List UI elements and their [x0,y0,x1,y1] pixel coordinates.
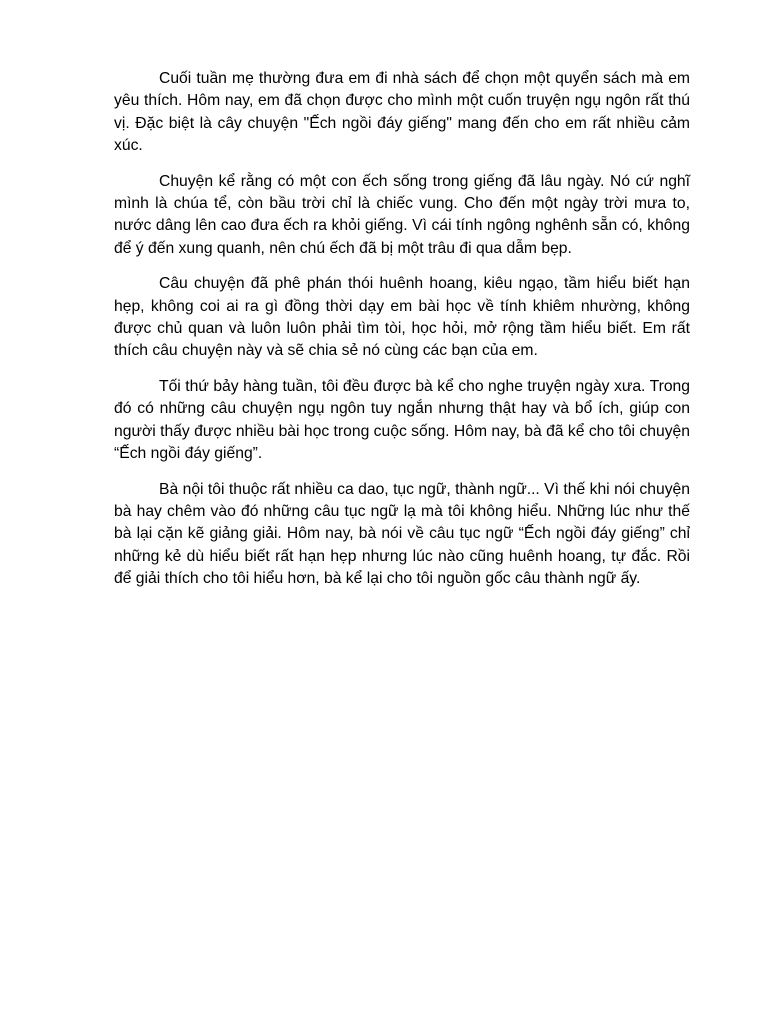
paragraph-1: Cuối tuần mẹ thường đưa em đi nhà sách để chọn một quyển sách mà em yêu thích. Hôm nay, em đã chọn được cho mình một cuốn truyện ngụ ngôn rất thú vị. Đặc biệt là cây chuyện "Ếch ngồi đáy giếng" mang đến cho em rất nhiều cảm xúc. [114,70,690,155]
paragraph-5: Bà nội tôi thuộc rất nhiều ca dao, tục ngữ, thành ngữ... Vì thế khi nói chuyện bà hay chêm vào đó những câu tục ngữ lạ mà tôi không hiểu. Những lúc như thế bà lại cặn kẽ giảng giải. Hôm nay, bà nói về câu tục ngữ “Ếch ngồi đáy giếng” chỉ những kẻ dù hiểu biết rất hạn hẹp nhưng lúc nào cũng huênh hoang, tự đắc. Rồi để giải thích cho tôi hiểu hơn, bà kể lại cho tôi nguồn gốc câu thành ngữ ấy. [114,480,690,588]
paragraph-4: Tối thứ bảy hàng tuần, tôi đều được bà kể cho nghe truyện ngày xưa. Trong đó có những câu chuyện ngụ ngôn tuy ngắn nhưng thật hay và bổ ích, giúp con người thấy được nhiều bài học trong cuộc sống. Hôm nay, bà đã kể cho tôi chuyện “Ếch ngồi đáy giếng”. [114,377,690,463]
document-body [114,68,690,604]
paragraph-2: Chuyện kể rằng có một con ếch sống trong giếng đã lâu ngày. Nó cứ nghĩ mình là chúa tể, còn bầu trời chỉ là chiếc vung. Cho đến một ngày trời mưa to, nước dâng lên cao đưa ếch ra khỏi giếng. Vì cái tính ngông nghênh sẵn có, không để ý đến xung quanh, nên chú ếch đã bị một trâu đi qua dẫm bẹp. [114,172,690,257]
paragraph-3: Câu chuyện đã phê phán thói huênh hoang, kiêu ngạo, tầm hiểu biết hạn hẹp, không coi ai ra gì đồng thời dạy em bài học về tính khiêm nhường, không được chủ quan và luôn luôn phải tìm tòi, học hỏi, mở rộng tầm hiểu biết. Em rất thích câu chuyện này và sẽ chia sẻ nó cùng các bạn của em. [114,275,690,360]
